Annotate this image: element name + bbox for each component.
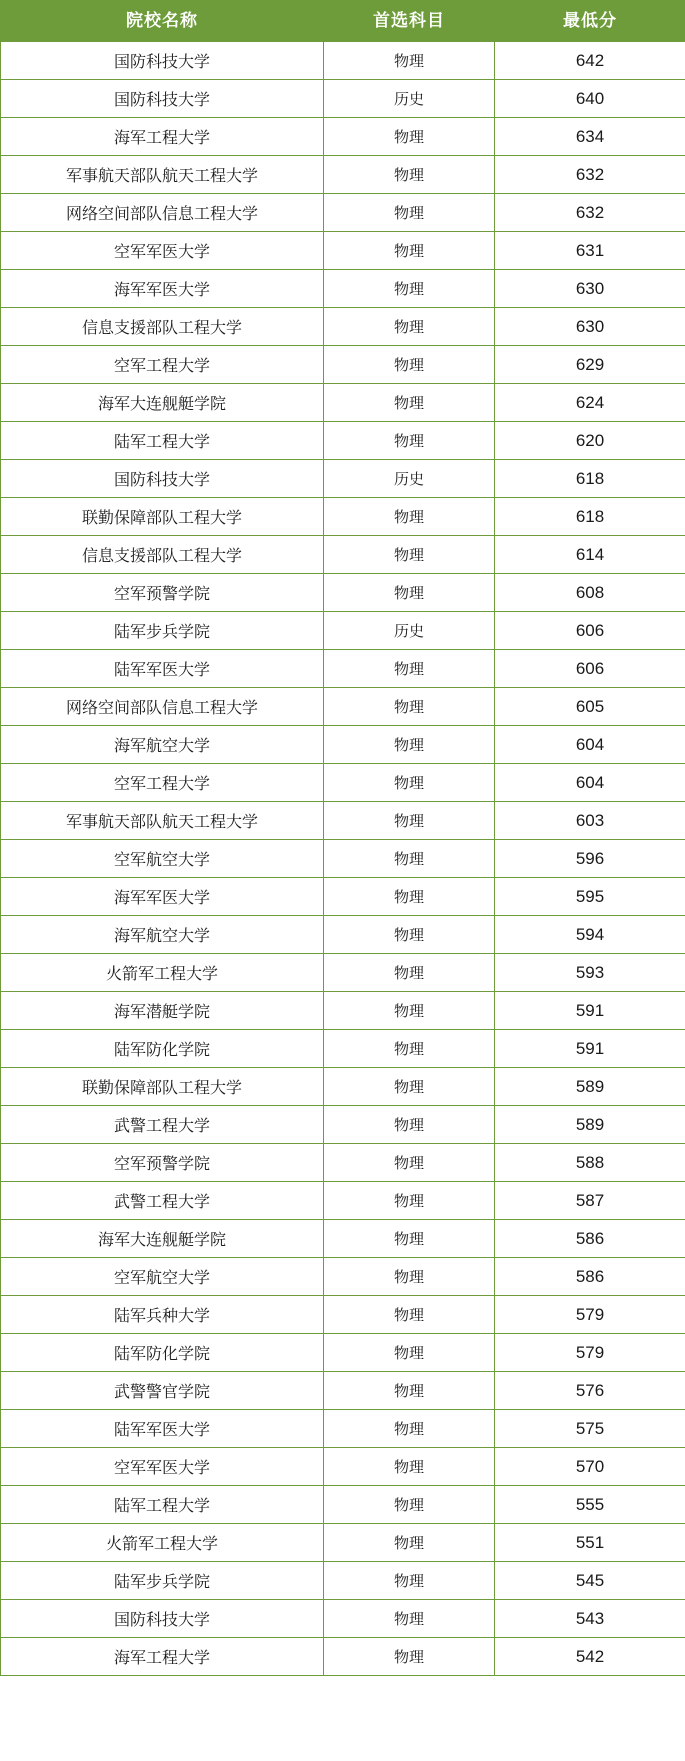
cell-first-subject: 物理 <box>324 1486 495 1524</box>
cell-school-name: 武警工程大学 <box>1 1106 324 1144</box>
table-row <box>1 992 685 1030</box>
cell-first-subject: 物理 <box>324 916 495 954</box>
cell-min-score: 570 <box>495 1448 685 1486</box>
table-row <box>1 232 685 270</box>
cell-school-name: 海军大连舰艇学院 <box>1 384 324 422</box>
cell-first-subject: 物理 <box>324 1068 495 1106</box>
cell-first-subject: 物理 <box>324 840 495 878</box>
cell-school-name: 空军航空大学 <box>1 840 324 878</box>
cell-first-subject: 物理 <box>324 650 495 688</box>
cell-min-score: 595 <box>495 878 685 916</box>
cell-school-name: 陆军工程大学 <box>1 1486 324 1524</box>
table-row <box>1 308 685 346</box>
cell-min-score: 579 <box>495 1334 685 1372</box>
table-row <box>1 460 685 498</box>
table-row <box>1 650 685 688</box>
cell-school-name: 军事航天部队航天工程大学 <box>1 156 324 194</box>
cell-first-subject: 物理 <box>324 536 495 574</box>
table-row <box>1 1296 685 1334</box>
cell-school-name: 空军预警学院 <box>1 574 324 612</box>
cell-min-score: 551 <box>495 1524 685 1562</box>
cell-school-name: 武警警官学院 <box>1 1372 324 1410</box>
cell-school-name: 海军航空大学 <box>1 916 324 954</box>
table-row <box>1 1220 685 1258</box>
cell-min-score: 630 <box>495 308 685 346</box>
cell-min-score: 629 <box>495 346 685 384</box>
cell-school-name: 空军军医大学 <box>1 232 324 270</box>
cell-school-name: 国防科技大学 <box>1 1600 324 1638</box>
table-row <box>1 1486 685 1524</box>
cell-first-subject: 物理 <box>324 384 495 422</box>
cell-school-name: 空军工程大学 <box>1 764 324 802</box>
cell-first-subject: 物理 <box>324 1030 495 1068</box>
cell-min-score: 542 <box>495 1638 685 1676</box>
cell-first-subject: 物理 <box>324 194 495 232</box>
table-row <box>1 1372 685 1410</box>
cell-first-subject: 物理 <box>324 802 495 840</box>
cell-min-score: 586 <box>495 1258 685 1296</box>
cell-min-score: 620 <box>495 422 685 460</box>
cell-school-name: 海军大连舰艇学院 <box>1 1220 324 1258</box>
cell-first-subject: 物理 <box>324 1220 495 1258</box>
cell-school-name: 火箭军工程大学 <box>1 1524 324 1562</box>
cell-school-name: 网络空间部队信息工程大学 <box>1 688 324 726</box>
table-row <box>1 384 685 422</box>
cell-min-score: 634 <box>495 118 685 156</box>
cell-school-name: 海军潜艇学院 <box>1 992 324 1030</box>
table-row <box>1 1030 685 1068</box>
table-row <box>1 916 685 954</box>
cell-first-subject: 物理 <box>324 1144 495 1182</box>
cell-school-name: 陆军步兵学院 <box>1 612 324 650</box>
cell-min-score: 630 <box>495 270 685 308</box>
cell-school-name: 陆军军医大学 <box>1 1410 324 1448</box>
table-row <box>1 346 685 384</box>
cell-min-score: 632 <box>495 156 685 194</box>
cell-min-score: 606 <box>495 650 685 688</box>
cell-first-subject: 物理 <box>324 422 495 460</box>
table-row <box>1 1334 685 1372</box>
cell-min-score: 579 <box>495 1296 685 1334</box>
cell-min-score: 640 <box>495 80 685 118</box>
table-row <box>1 1410 685 1448</box>
cell-school-name: 陆军防化学院 <box>1 1334 324 1372</box>
cell-min-score: 543 <box>495 1600 685 1638</box>
cell-school-name: 陆军兵种大学 <box>1 1296 324 1334</box>
cell-first-subject: 物理 <box>324 346 495 384</box>
table-row <box>1 726 685 764</box>
cell-school-name: 海军航空大学 <box>1 726 324 764</box>
table-row <box>1 1182 685 1220</box>
table-row <box>1 42 685 80</box>
cell-first-subject: 物理 <box>324 1106 495 1144</box>
column-header-school-name: 院校名称 <box>1 1 324 42</box>
cell-school-name: 空军军医大学 <box>1 1448 324 1486</box>
cell-school-name: 火箭军工程大学 <box>1 954 324 992</box>
cell-school-name: 武警工程大学 <box>1 1182 324 1220</box>
table-body <box>1 42 685 1676</box>
cell-school-name: 空军工程大学 <box>1 346 324 384</box>
cell-min-score: 606 <box>495 612 685 650</box>
table-row <box>1 156 685 194</box>
cell-first-subject: 物理 <box>324 1182 495 1220</box>
table-row <box>1 688 685 726</box>
table-row <box>1 1106 685 1144</box>
cell-min-score: 589 <box>495 1068 685 1106</box>
cell-first-subject: 物理 <box>324 1372 495 1410</box>
cell-first-subject: 物理 <box>324 270 495 308</box>
cell-first-subject: 物理 <box>324 992 495 1030</box>
cell-first-subject: 物理 <box>324 878 495 916</box>
table-row <box>1 1600 685 1638</box>
cell-first-subject: 物理 <box>324 1524 495 1562</box>
cell-min-score: 604 <box>495 726 685 764</box>
cell-min-score: 575 <box>495 1410 685 1448</box>
table-row <box>1 878 685 916</box>
table-row <box>1 612 685 650</box>
cell-min-score: 604 <box>495 764 685 802</box>
cell-first-subject: 物理 <box>324 1448 495 1486</box>
cell-first-subject: 物理 <box>324 574 495 612</box>
cell-school-name: 空军航空大学 <box>1 1258 324 1296</box>
table-row <box>1 1562 685 1600</box>
table-row <box>1 764 685 802</box>
cell-school-name: 国防科技大学 <box>1 460 324 498</box>
table-row <box>1 498 685 536</box>
table-row <box>1 1144 685 1182</box>
cell-min-score: 576 <box>495 1372 685 1410</box>
cell-school-name: 联勤保障部队工程大学 <box>1 1068 324 1106</box>
table-row <box>1 954 685 992</box>
cell-school-name: 陆军工程大学 <box>1 422 324 460</box>
cell-school-name: 海军军医大学 <box>1 270 324 308</box>
table-row <box>1 194 685 232</box>
cell-min-score: 618 <box>495 460 685 498</box>
table-row <box>1 574 685 612</box>
cell-first-subject: 物理 <box>324 1638 495 1676</box>
table-header-row <box>1 1 685 42</box>
table-row <box>1 80 685 118</box>
cell-min-score: 593 <box>495 954 685 992</box>
table-row <box>1 536 685 574</box>
cell-school-name: 陆军防化学院 <box>1 1030 324 1068</box>
cell-first-subject: 物理 <box>324 1258 495 1296</box>
cell-min-score: 608 <box>495 574 685 612</box>
cell-school-name: 联勤保障部队工程大学 <box>1 498 324 536</box>
cell-school-name: 网络空间部队信息工程大学 <box>1 194 324 232</box>
column-header-first-subject: 首选科目 <box>324 1 495 42</box>
cell-school-name: 海军工程大学 <box>1 1638 324 1676</box>
cell-first-subject: 物理 <box>324 1334 495 1372</box>
cell-min-score: 586 <box>495 1220 685 1258</box>
cell-school-name: 陆军军医大学 <box>1 650 324 688</box>
cell-first-subject: 物理 <box>324 954 495 992</box>
cell-min-score: 587 <box>495 1182 685 1220</box>
cell-min-score: 605 <box>495 688 685 726</box>
table-row <box>1 1638 685 1676</box>
cell-school-name: 国防科技大学 <box>1 42 324 80</box>
table-row <box>1 840 685 878</box>
cell-school-name: 海军工程大学 <box>1 118 324 156</box>
table-row <box>1 118 685 156</box>
cell-school-name: 陆军步兵学院 <box>1 1562 324 1600</box>
table-row <box>1 1068 685 1106</box>
cell-first-subject: 物理 <box>324 232 495 270</box>
cell-min-score: 555 <box>495 1486 685 1524</box>
cell-first-subject: 物理 <box>324 764 495 802</box>
cell-min-score: 589 <box>495 1106 685 1144</box>
cell-first-subject: 物理 <box>324 1600 495 1638</box>
cell-min-score: 624 <box>495 384 685 422</box>
table-row <box>1 1524 685 1562</box>
cell-min-score: 642 <box>495 42 685 80</box>
cell-min-score: 594 <box>495 916 685 954</box>
cell-min-score: 545 <box>495 1562 685 1600</box>
cell-school-name: 军事航天部队航天工程大学 <box>1 802 324 840</box>
table-row <box>1 270 685 308</box>
cell-school-name: 信息支援部队工程大学 <box>1 536 324 574</box>
cell-min-score: 588 <box>495 1144 685 1182</box>
table-row <box>1 802 685 840</box>
cell-min-score: 591 <box>495 1030 685 1068</box>
cell-min-score: 603 <box>495 802 685 840</box>
cell-school-name: 国防科技大学 <box>1 80 324 118</box>
table-row <box>1 422 685 460</box>
cell-first-subject: 物理 <box>324 498 495 536</box>
cell-school-name: 信息支援部队工程大学 <box>1 308 324 346</box>
cell-first-subject: 历史 <box>324 612 495 650</box>
cell-first-subject: 物理 <box>324 1296 495 1334</box>
table-row <box>1 1448 685 1486</box>
cell-first-subject: 物理 <box>324 688 495 726</box>
cell-min-score: 632 <box>495 194 685 232</box>
cell-min-score: 596 <box>495 840 685 878</box>
cell-first-subject: 物理 <box>324 1410 495 1448</box>
cell-school-name: 空军预警学院 <box>1 1144 324 1182</box>
cell-first-subject: 物理 <box>324 42 495 80</box>
cell-first-subject: 物理 <box>324 1562 495 1600</box>
cell-first-subject: 物理 <box>324 156 495 194</box>
cell-min-score: 591 <box>495 992 685 1030</box>
cell-min-score: 614 <box>495 536 685 574</box>
cell-school-name: 海军军医大学 <box>1 878 324 916</box>
cell-first-subject: 历史 <box>324 460 495 498</box>
cell-first-subject: 物理 <box>324 118 495 156</box>
table-header <box>1 1 685 42</box>
table-row <box>1 1258 685 1296</box>
cell-min-score: 618 <box>495 498 685 536</box>
column-header-min-score: 最低分 <box>495 1 685 42</box>
cell-first-subject: 历史 <box>324 80 495 118</box>
cell-first-subject: 物理 <box>324 308 495 346</box>
cell-min-score: 631 <box>495 232 685 270</box>
cell-first-subject: 物理 <box>324 726 495 764</box>
